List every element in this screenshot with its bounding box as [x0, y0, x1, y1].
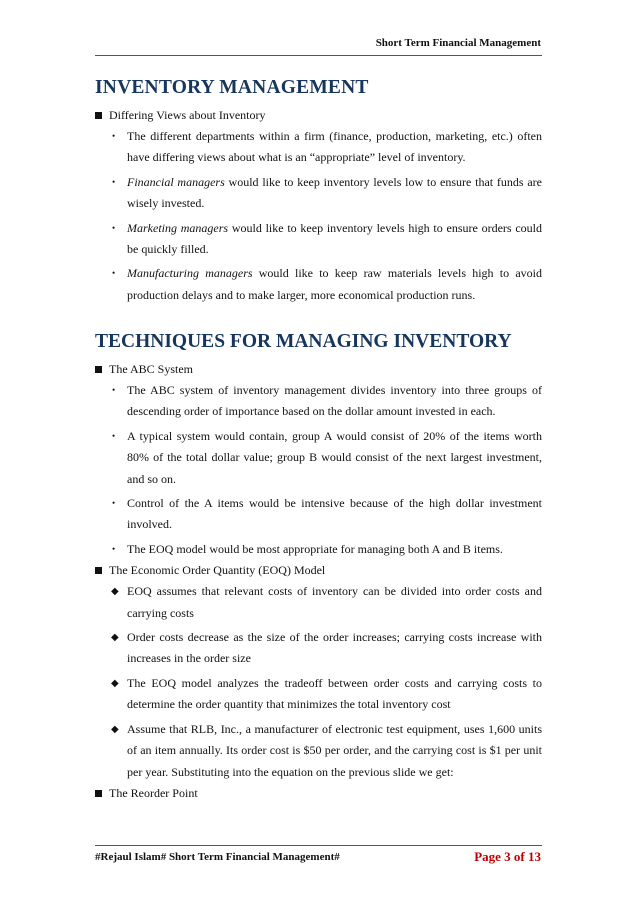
square-bullet-icon — [95, 366, 102, 373]
list-item — [95, 581, 542, 624]
list-item — [95, 218, 542, 261]
list-item — [95, 426, 542, 490]
item-emphasis: Financial managers — [127, 174, 225, 189]
dot-bullet-icon: • — [112, 430, 116, 441]
dot-bullet-icon: • — [112, 131, 116, 141]
bullet-list — [95, 126, 542, 306]
footer-divider — [95, 845, 542, 846]
dot-bullet-icon: • — [112, 543, 116, 554]
item-text: would like to keep raw materials levels high to avoid production delays and to make larger, more economical production runs. — [127, 266, 542, 302]
list-heading — [95, 108, 542, 123]
list-item — [95, 627, 542, 670]
item-text: A typical system would contain, group A would consist of 20% of the items worth 80% of the total dollar value; group B would consist of the next largest investment, and so on. — [127, 428, 542, 486]
diamond-bullet-icon: ◆ — [111, 677, 119, 689]
square-bullet-icon — [95, 112, 102, 119]
page-header-title: Short Term Financial Management — [375, 37, 541, 49]
heading-text: The ABC System — [109, 362, 194, 376]
item-text: The ABC system of inventory management divides inventory into three groups of descending order of importance based on the dollar amount invested in each. — [127, 383, 542, 419]
header-divider — [95, 55, 542, 56]
heading-text: Differing Views about Inventory — [109, 108, 266, 122]
item-text: Assume that RLB, Inc., a manufacturer of electronic test equipment, uses 1,600 units of an item annually. Its order cost is $50 per order, and the carrying cost is $1 per unit per year. Substituting into the equation on the previous slide we get: — [127, 721, 542, 779]
diamond-bullet-icon: ◆ — [111, 586, 119, 598]
section-techniques — [95, 331, 542, 801]
list-item — [95, 673, 542, 716]
item-text: would like to keep inventory levels low to ensure that funds are wisely invested. — [127, 174, 542, 211]
dot-bullet-icon: • — [112, 385, 116, 395]
dot-bullet-icon: • — [112, 222, 116, 233]
list-item — [95, 539, 542, 560]
section-inventory-management — [95, 77, 542, 306]
item-text: The different departments within a firm (finance, production, marketing, etc.) often have differing views about what is an “appropriate” level of inventory. — [127, 129, 542, 165]
dot-bullet-icon: • — [112, 498, 116, 509]
list-item — [95, 126, 542, 169]
list-item — [95, 380, 542, 423]
heading-text: The Economic Order Quantity (EOQ) Model — [109, 563, 326, 578]
square-bullet-icon — [95, 567, 102, 574]
list-item — [95, 493, 542, 536]
list-item — [95, 172, 542, 215]
list-item — [95, 719, 542, 783]
diamond-bullet-icon: ◆ — [111, 632, 119, 644]
footer-author: #Rejaul Islam# Short Term Financial Management# — [95, 851, 340, 863]
list-heading — [95, 786, 542, 801]
item-emphasis: Manufacturing managers — [127, 266, 253, 281]
diamond-bullet-icon: ◆ — [111, 723, 119, 735]
item-text: EOQ assumes that relevant costs of inventory can be divided into order costs and carrying costs — [127, 584, 542, 620]
bullet-list — [95, 380, 542, 560]
section-title: TECHNIQUES FOR MANAGING INVENTORY — [95, 331, 512, 352]
bullet-list — [95, 581, 542, 783]
section-title: INVENTORY MANAGEMENT — [95, 77, 369, 98]
dot-bullet-icon: • — [112, 176, 116, 187]
heading-text: The Reorder Point — [109, 785, 198, 800]
page-number: Page 3 of 13 — [474, 849, 541, 864]
item-emphasis: Marketing managers — [127, 220, 229, 235]
item-text: The EOQ model analyzes the tradeoff between order costs and carrying costs to determine the order quantity that minimizes the total inventory cost — [127, 675, 542, 712]
square-bullet-icon — [95, 790, 102, 797]
list-heading — [95, 362, 542, 377]
dot-bullet-icon: • — [112, 268, 116, 279]
list-heading — [95, 563, 542, 578]
item-text: Control of the A items would be intensive because of the high dollar investment involved. — [127, 496, 542, 532]
list-item — [95, 263, 542, 306]
item-text: The EOQ model would be most appropriate for managing both A and B items. — [127, 541, 503, 556]
item-text: would like to keep inventory levels high to ensure orders could be quickly filled. — [127, 220, 542, 257]
item-text: Order costs decrease as the size of the order increases; carrying costs increase with increases in the order size — [127, 630, 542, 666]
